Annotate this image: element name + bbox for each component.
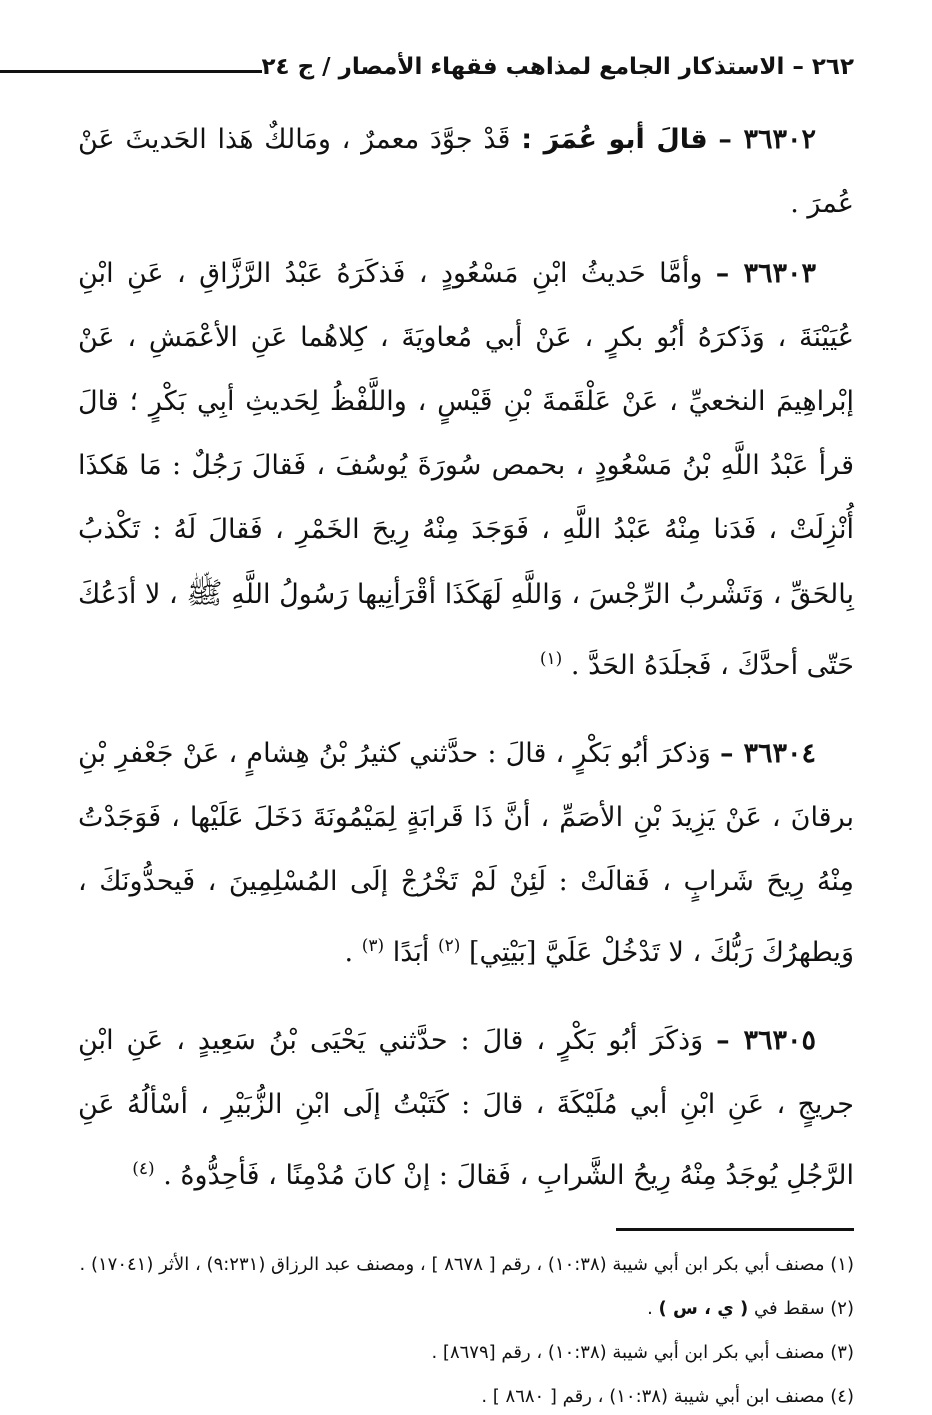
footnotes — [78, 1247, 854, 1415]
paragraph-text: وَذكَرَ أبُو بَكْرٍ ، قالَ : حدَّثني يَحْيَى بْنُ سَعِيدٍ ، عَنِ ابْنِ جريجٍ ، عَنِ ابْنِ أبي مُلَيْكَةَ ، قالَ : كَتَبْتُ إلَى ابْنِ الزُّبَيْرِ ، أسْألُهُ عَنِ الرَّجُلِ يُوجَدُ مِنْهُ رِيحُ الشَّرابِ ، فَقالَ : إنْ كانَ مُدْمِنًا ، فَأحِدُّوهُ . — [78, 1025, 854, 1191]
footnote-text: مصنف أبي بكر ابن أبي شيبة (١٠:٣٨) ، رقم [ ٨٦٧٨ ] ، ومصنف عبد الرزاق (٩:٢٣١) ، الأثر (١٧٠٤١) . — [79, 1254, 831, 1275]
paragraph-36303 — [78, 242, 854, 698]
footnote-reference[interactable]: (٣) — [361, 936, 385, 956]
paragraph-number: ٣٦٣٠٥ – — [716, 1025, 816, 1056]
footnote-3 — [78, 1335, 854, 1371]
paragraph-36305 — [78, 1009, 854, 1208]
footnote-2 — [78, 1291, 854, 1327]
speaker-label: قالَ أبو عُمَرَ : — [521, 124, 708, 155]
paragraph-text-after: أبَدًا — [392, 937, 438, 968]
footnote-reference[interactable]: (٤) — [132, 1159, 155, 1179]
paragraph-text: وَذكرَ أبُو بَكْرٍ ، قالَ : حدَّثني كثيرُ بْنُ هِشامٍ ، عَنْ جَعْفرِ بْنِ برقانَ ، عَنْ يَزِيدَ بْنِ الأصَمِّ ، أنَّ ذَا قَرابَةٍ لِمَيْمُونَةَ دَخَلَ عَلَيْها ، فَوَجَدْتُ مِنْهُ رِيحَ شَرابٍ ، فَقالَتْ : لَئِنْ لَمْ تَخْرُجْ إلَى المُسْلِمِينَ ، فَيحدُّونَكَ ، وَيطهرُكَ رَبُّكَ ، لا تَدْخُلْ عَلَيَّ [بَيْتِي] — [78, 738, 854, 968]
footnote-text: مصنف أبي بكر ابن أبي شيبة (١٠:٣٨) ، رقم [٨٦٧٩] . — [431, 1342, 831, 1363]
paragraph-number: ٣٦٣٠٢ – — [718, 124, 816, 155]
paragraph-36304 — [78, 722, 854, 985]
paragraph-36302 — [78, 108, 854, 236]
footnote-text: مصنف ابن أبي شيبة (١٠:٣٨) ، رقم [ ٨٦٨٠ ] . — [481, 1386, 831, 1407]
footnote-1 — [78, 1247, 854, 1283]
footnote-reference[interactable]: (١) — [539, 649, 563, 669]
footnote-marker: (٤) — [830, 1386, 854, 1407]
footnote-text: سقط في — [748, 1298, 831, 1319]
footnote-marker: (١) — [830, 1254, 854, 1275]
paragraph-text: وأمَّا حَديثُ ابْنِ مَسْعُودٍ ، فَذكَرَهُ عَبْدُ الرَّزَّاقِ ، عَنِ ابْنِ عُيَيْنَةَ ، وَذَكرَهُ أبُو بكرٍ ، عَنْ أبي مُعاويَةَ ، كِلاهُما عَنِ الأعْمَشِ ، عَنْ إبْراهِيمَ النخعيِّ ، عَنْ عَلْقَمةَ بْنِ قَيْسٍ ، واللَّفْظُ لِحَديثِ أبِي بَكْرٍ ؛ قالَ قرأ عَبْدُ اللَّهِ بْنُ مَسْعُودٍ ، بحمص سُورَةَ يُوسُفَ ، فَقالَ رَجُلٌ : مَا هَكذَا أُنْزِلَتْ ، فَدَنا مِنْهُ عَبْدُ اللَّهِ ، فَوَجَدَ مِنْهُ رِيحَ الخَمْرِ ، فَقالَ لَهُ : تَكْذبُ بِالحَقِّ ، وَتَشْربُ الرِّجْسَ ، وَاللَّهِ لَهَكَذَا أقْرَأنِيها رَسُولُ اللَّهِ — [78, 258, 854, 610]
running-header — [78, 40, 854, 80]
footnote-divider — [616, 1228, 854, 1231]
footnote-marker: (٢) — [830, 1298, 854, 1319]
paragraph-text: قَدْ جوَّدَ معمرٌ ، ومَالكٌ هَذا الحَديثَ عَنْ عُمرَ . — [78, 124, 854, 219]
paragraph-number: ٣٦٣٠٤ – — [720, 738, 816, 769]
header-rule — [0, 70, 262, 73]
footnote-4 — [78, 1379, 854, 1415]
paragraph-text-after: ، لا أدَعُكَ حَتّى أحدَّكَ ، فَجلَدَهُ الحَدَّ . — [78, 579, 854, 681]
footnote-marker: (٣) — [830, 1342, 854, 1363]
footnote-reference[interactable]: (٢) — [438, 936, 461, 956]
paragraph-number: ٣٦٣٠٣ – — [715, 258, 816, 289]
footnote-text-after: . — [647, 1298, 659, 1319]
salutation-glyph: ﷺ — [186, 576, 223, 611]
paragraph-text-end: . — [344, 937, 362, 968]
header-title: ٢٦٢ – الاستذكار الجامع لمذاهب فقهاء الأمصار / ج ٢٤ — [261, 54, 854, 80]
footnote-manuscript-sigla: ( ي ، س ) — [658, 1298, 749, 1319]
